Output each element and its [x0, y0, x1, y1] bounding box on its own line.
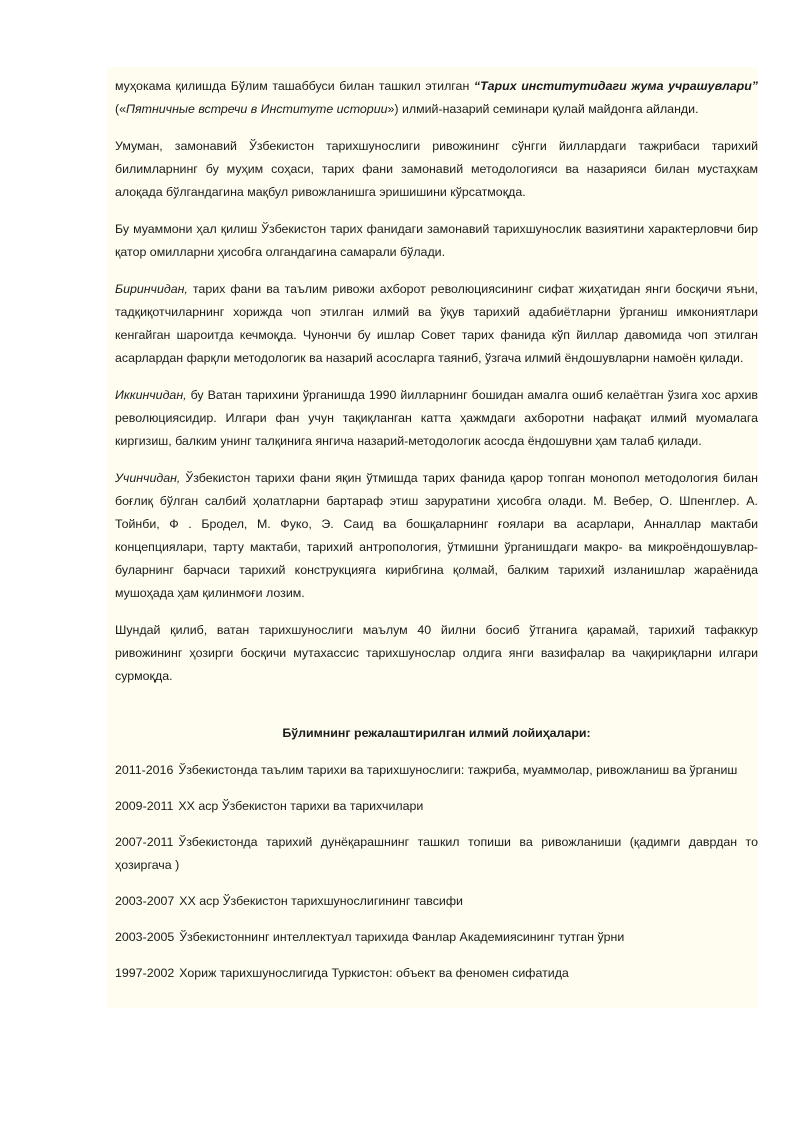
paragraph-lead: Иккинчидан, — [115, 388, 187, 402]
paragraph-text: ») илмий-назарий семинари қулай майдонга айланди. — [387, 102, 699, 116]
project-item — [115, 759, 758, 782]
document-body — [107, 67, 758, 1008]
paragraph-conclusion: Шундай қилиб, ватан тарихшунослиги маълум 40 йилни босиб ўтганига қарамай, тарихий тафаккур ривожининг ҳозирги босқичи мутахассис тарихшунослар олдига янги вазифалар ва чақириқларни илгари сурмоқда. — [115, 623, 758, 683]
project-item — [115, 795, 758, 818]
paragraph-seminar — [115, 75, 758, 121]
project-item — [115, 962, 758, 985]
project-title: ХХ аср Ўзбекистон тарихшунослигининг тавсифи — [179, 894, 463, 908]
project-item — [115, 890, 758, 913]
paragraph-general: Умуман, замонавий Ўзбекистон тарихшунослиги ривожининг сўнгги йиллардаги тажрибаси тарихий билимларнинг бу муҳим соҳаси, тарих фани замонавий методологияси ва назарияси билан мустаҳкам алоқада бўлгандагина мақбул ривожланишга эришишини кўрсатмоқда. — [115, 139, 758, 199]
paragraph-second — [115, 384, 758, 453]
projects-heading: Бўлимнинг режалаштирилган илмий лойиҳалари: — [282, 726, 591, 740]
project-years: 2011-2016 — [115, 763, 174, 777]
project-years: 1997-2002 — [115, 966, 175, 980]
seminar-title: “Тарих институтидаги жума учрашувлари” — [473, 79, 758, 93]
project-title: Ўзбекистонда тарихий дунёқарашнинг ташкил топиши ва ривожланиши (қадимги даврдан то ҳозиргача ) — [115, 835, 758, 872]
project-item — [115, 831, 758, 877]
paragraph-third — [115, 467, 758, 605]
paragraph-problem: Бу муаммони ҳал қилиш Ўзбекистон тарих фанидаги замонавий тарихшунослик вазиятини характерловчи бир қатор омилларни ҳисобга олгандагина самарали бўлади. — [115, 222, 758, 259]
paragraph-lead: Биринчидан, — [115, 282, 188, 296]
project-title: ХХ аср Ўзбекистон тарихи ва тарихчилари — [178, 799, 424, 813]
paragraph-text: (« — [115, 102, 127, 116]
project-years: 2007-2011 — [115, 835, 174, 849]
project-item — [115, 926, 758, 949]
paragraph-text: бу Ватан тарихини ўрганишда 1990 йилларнинг бошидан амалга ошиб келаётган ўзига хос архив революциясидир. Илгари фан учун тақиқланган катта ҳажмдаги ахборотни нафақат илмий муомалага киргизиш, балким унинг талқинига янгича назарий-методологик асосда ёндошувни ҳам талаб қилади. — [115, 388, 758, 448]
project-years: 2003-2005 — [115, 930, 175, 944]
paragraph-first — [115, 278, 758, 370]
project-title: Ўзбекистонда таълим тарихи ва тарихшунослиги: тажриба, муаммолар, ривожланиш ва ўрганиш — [178, 763, 738, 777]
paragraph-text: тарих фани ва таълим ривожи ахборот революциясининг сифат жиҳатидан янги босқичи яъни, тадқиқотчиларнинг хорижда чоп этилган илмий ва ўқув тарихий адабиётларни ўрганиш имкониятлари кенгайган шароитда кечмоқда. Чунончи бу ишлар Совет тарих фанида кўп йиллар давомида чоп этилган асарлардан фарқли методологик ва назарий асосларга таяниб, ўзгача илмий ёндошувларни намоён қилади. — [115, 282, 758, 365]
paragraph-text: Ўзбекистон тарихи фани яқин ўтмишда тарих фанида қарор топган монопол методология билан боғлиқ бўлган салбий ҳолатларни бартараф этиш заруратини ҳисобга олади. М. Вебер, О. Шпенглер. А. Тойнби, Ф . Бродел, М. Фуко, Э. Саид ва бошқаларнинг ғоялари ва асарлари, Анналлар мактаби концепциялари, тарту мактаби, тарихий антропология, ўтмишни ўрганишдаги макро- ва микроёндошувлар- буларнинг барчаси тарихий конструкцияга кирибгина қолмай, балким тарихий изланишлар жараёнида мушоҳада ҳам қилинмоғи лозим. — [115, 471, 758, 600]
project-years: 2009-2011 — [115, 799, 174, 813]
paragraph-text: муҳокама қилишда Бўлим ташаббуси билан ташкил этилган — [115, 79, 474, 93]
seminar-title-russian: Пятничные встречи в Институте истории — [126, 102, 388, 116]
paragraph-lead: Учинчидан, — [115, 471, 181, 485]
project-title: Ўзбекистоннинг интеллектуал тарихида Фанлар Академиясининг тутган ўрни — [179, 930, 625, 944]
project-title: Хориж тарихшунослигида Туркистон: объект ва феномен сифатида — [179, 966, 569, 980]
project-years: 2003-2007 — [115, 894, 175, 908]
